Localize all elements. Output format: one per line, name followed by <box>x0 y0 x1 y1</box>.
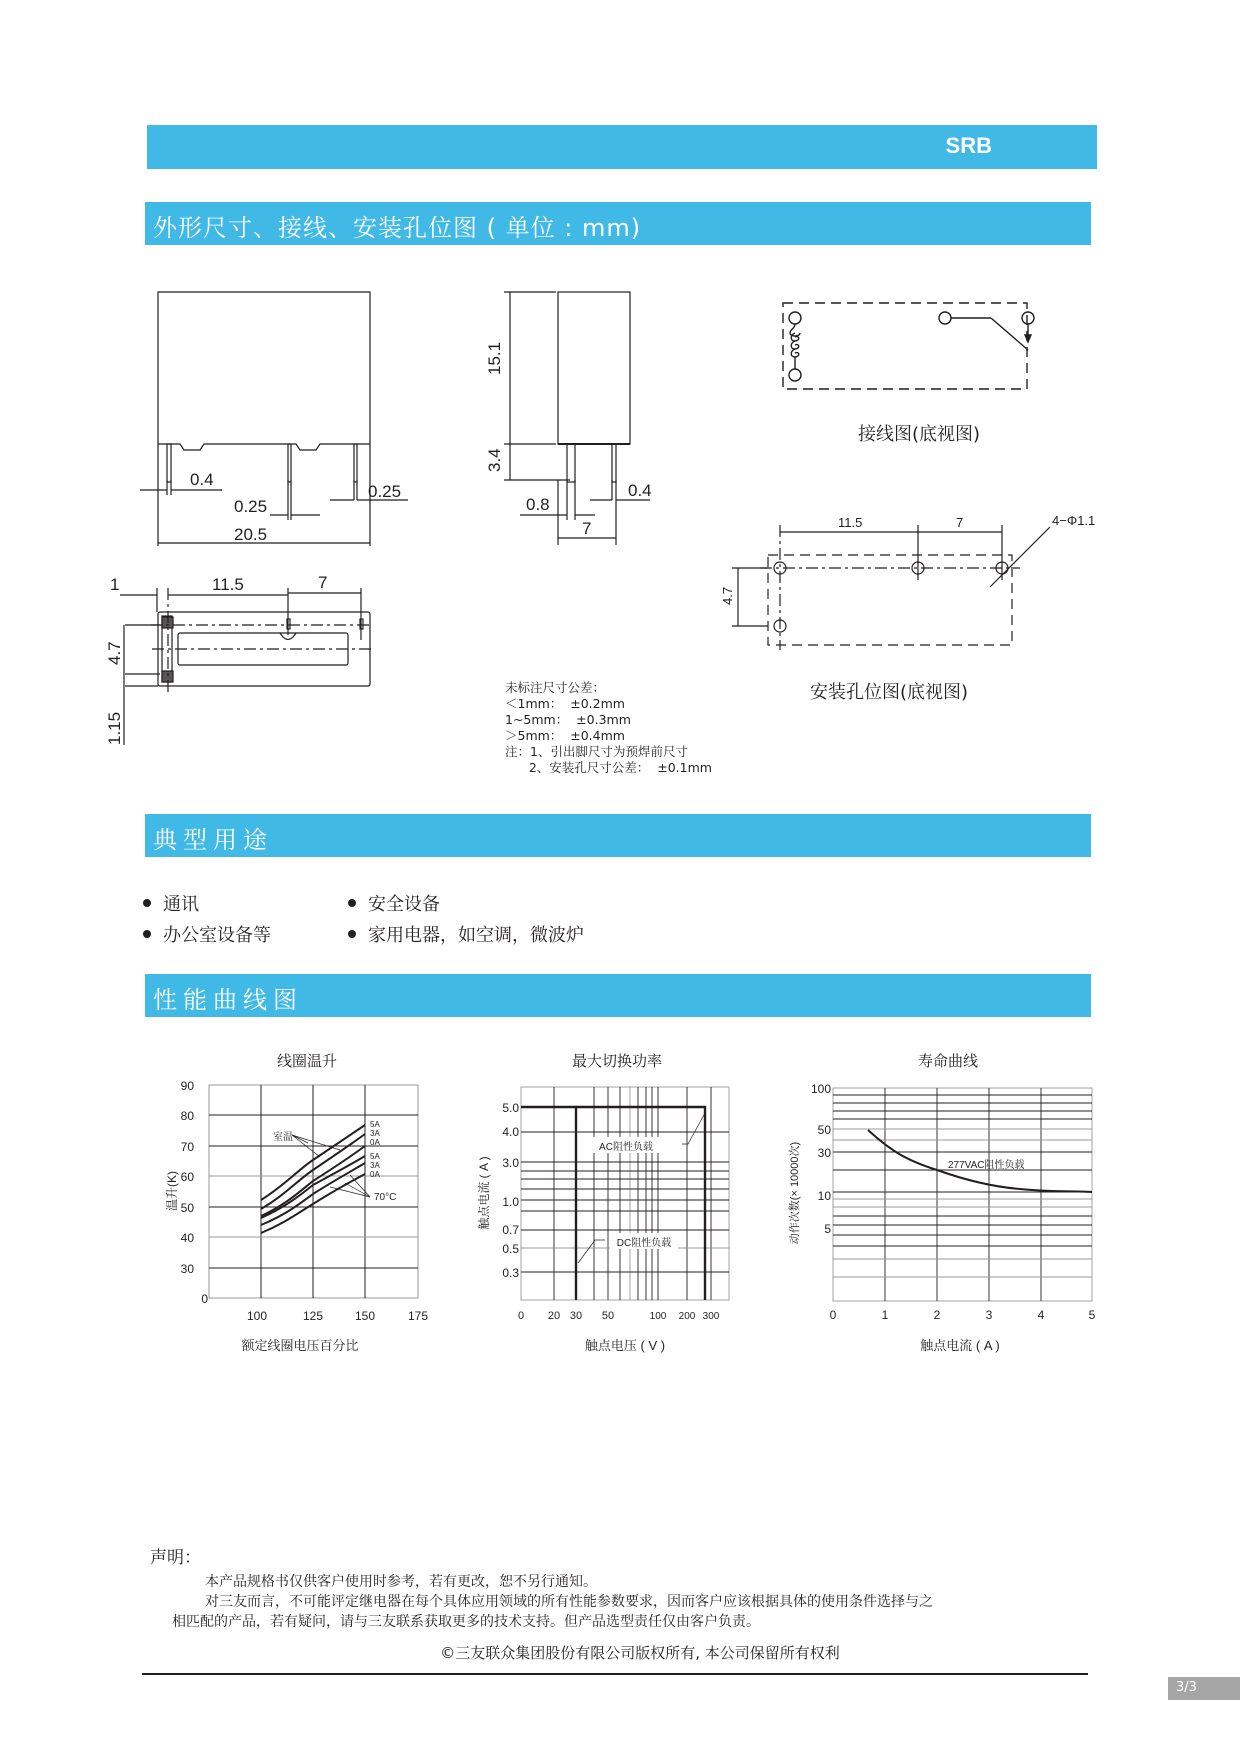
x-tick: 30 <box>569 1310 583 1322</box>
section-header-curves <box>145 974 1091 1017</box>
wiring-caption: 接线图(底视图) <box>858 424 981 445</box>
chart-switching-power <box>460 1075 740 1365</box>
footer-divider <box>142 1673 1088 1675</box>
section-title: 典型用途 <box>153 826 273 854</box>
dim-mount-holes: 4−Φ1.1 <box>1052 513 1096 528</box>
dim-pin-length: 3.4 <box>485 448 504 472</box>
annotation-277vac: 277VAC阻性负载 <box>948 1160 1025 1171</box>
list-item <box>348 921 584 947</box>
annotation-room-temp: 室温 <box>273 1132 293 1143</box>
wiring-diagram <box>770 295 1040 395</box>
y-axis-label: 触点电流 ( A ) <box>477 1156 491 1230</box>
y-tick: 10 <box>817 1189 831 1203</box>
x-tick: 50 <box>601 1310 615 1322</box>
section-title: 外形尺寸、接线、安装孔位图 ( 单位 : mm) <box>153 214 642 242</box>
x-tick: 0 <box>517 1310 525 1322</box>
x-tick: 5 <box>1088 1308 1096 1322</box>
chart-title: 线圈温升 <box>277 1052 338 1070</box>
dim-pin-thickness: 0.25 <box>234 497 268 516</box>
dim-pitch-a: 11.5 <box>212 575 244 594</box>
declaration-paragraph: 相匹配的产品，若有疑问，请与三友联系获取更多的技术支持。但产品选型责任仅由客户负责。 <box>172 1614 760 1630</box>
y-tick: 60 <box>180 1170 194 1184</box>
dim-mount-pitch-b: 7 <box>956 515 964 530</box>
tolerance-line: 1~5mm： ±0.3mm <box>505 712 631 727</box>
mounting-hole-diagram <box>720 505 1120 655</box>
y-tick: 5 <box>824 1222 831 1236</box>
tolerance-notes <box>505 680 712 776</box>
y-tick: 0.5 <box>502 1242 519 1256</box>
bullet-icon <box>348 899 356 907</box>
dim-length: 20.5 <box>234 525 268 544</box>
list-item <box>348 890 440 916</box>
y-tick: 0 <box>201 1292 208 1306</box>
y-tick: 70 <box>180 1140 194 1154</box>
annotation: 5A <box>370 1152 380 1161</box>
chart-coil-temperature <box>150 1075 450 1365</box>
list-item-label: 安全设备 <box>368 894 440 915</box>
y-tick: 30 <box>817 1146 831 1160</box>
dim-pin-thickness-2: 0.25 <box>368 482 402 501</box>
bullet-icon <box>143 899 151 907</box>
header-bar <box>147 125 1097 169</box>
x-tick: 4 <box>1037 1308 1045 1322</box>
x-tick: 175 <box>407 1309 429 1323</box>
y-tick: 5.0 <box>502 1101 519 1115</box>
annotation-ac-load: AC阻性负载 <box>599 1142 653 1153</box>
y-axis-label: 动作次数(× 10000次) <box>789 1141 801 1245</box>
dim-pitch-b: 7 <box>318 573 328 592</box>
y-tick: 4.0 <box>502 1125 519 1139</box>
dim-pin-b: 0.4 <box>628 481 652 500</box>
y-tick: 80 <box>180 1109 194 1123</box>
dim-height: 15.1 <box>485 341 504 375</box>
tolerance-line: ＞5mm： ±0.4mm <box>505 728 625 743</box>
list-item <box>143 921 271 947</box>
section-header-applications <box>145 814 1091 857</box>
dim-row: 4.7 <box>105 641 124 665</box>
side-view-drawing <box>480 280 680 550</box>
y-tick: 1.0 <box>502 1195 519 1209</box>
x-tick: 1 <box>881 1308 889 1322</box>
x-tick: 0 <box>829 1308 837 1322</box>
chart-title: 寿命曲线 <box>918 1052 979 1070</box>
mounting-caption: 安装孔位图(底视图) <box>810 682 969 703</box>
tolerance-line: ＜1mm： ±0.2mm <box>505 696 625 711</box>
page-number: 3/3 <box>1168 1677 1240 1700</box>
x-tick: 150 <box>354 1309 376 1323</box>
x-tick: 300 <box>702 1311 720 1322</box>
list-item-label: 家用电器，如空调，微波炉 <box>368 925 584 946</box>
x-tick: 20 <box>547 1310 561 1322</box>
tolerance-line: 注：1、引出脚尺寸为预焊前尺寸 <box>505 744 688 759</box>
bullet-icon <box>143 930 151 938</box>
x-axis-label: 触点电压 ( V ) <box>584 1338 666 1353</box>
copyright: ©三友联众集团股份有限公司版权所有, 本公司保留所有权利 <box>440 1644 840 1662</box>
dim-mount-pitch-a: 11.5 <box>838 515 863 530</box>
y-tick: 90 <box>180 1079 194 1093</box>
section-header-dimensions <box>145 202 1091 245</box>
chart-life-curve <box>780 1075 1110 1365</box>
list-item-label: 办公室设备等 <box>163 925 271 946</box>
x-tick: 200 <box>678 1311 696 1322</box>
x-tick: 100 <box>246 1309 268 1323</box>
y-tick: 3.0 <box>502 1156 519 1170</box>
dim-pin-width: 0.4 <box>190 470 214 489</box>
section-title: 性能曲线图 <box>153 986 303 1014</box>
bottom-view-drawing <box>100 560 400 760</box>
y-axis-label: 温升(K) <box>165 1171 179 1211</box>
x-tick: 125 <box>302 1309 324 1323</box>
y-tick: 40 <box>180 1231 194 1245</box>
annotation: 0A <box>370 1170 380 1179</box>
x-axis-label: 额定线圈电压百分比 <box>241 1338 359 1353</box>
annotation-70c: 70°C <box>374 1192 397 1203</box>
declaration-paragraph: 对三友而言，不可能评定继电器在每个具体应用领域的所有性能参数要求，因而客户应该根据具体的使用条件选择与之 <box>205 1594 933 1610</box>
dim-pitch: 7 <box>582 519 592 538</box>
front-view-drawing <box>130 280 450 550</box>
dim-edge: 1 <box>110 575 120 594</box>
declaration-paragraph: 本产品规格书仅供客户使用时参考，若有更改，恕不另行通知。 <box>205 1574 597 1590</box>
annotation: 0A <box>370 1138 380 1147</box>
bullet-icon <box>348 930 356 938</box>
annotation: 5A <box>370 1120 380 1129</box>
y-tick: 50 <box>180 1201 194 1215</box>
tolerance-line: 未标注尺寸公差： <box>505 680 606 695</box>
dim-offset: 1.15 <box>105 711 124 745</box>
y-tick: 50 <box>817 1123 831 1137</box>
model-name: SRB <box>945 133 992 158</box>
annotation: 3A <box>370 1129 380 1138</box>
annotation-dc-load: DC阻性负载 <box>616 1238 672 1249</box>
x-tick: 2 <box>933 1308 941 1322</box>
list-item-label: 通讯 <box>163 894 199 915</box>
x-axis-label: 触点电流 ( A ) <box>920 1338 1000 1353</box>
y-tick: 100 <box>810 1082 831 1096</box>
declaration-heading: 声明： <box>150 1548 201 1568</box>
list-item <box>143 890 199 916</box>
y-tick: 30 <box>180 1262 194 1276</box>
chart-title: 最大切换功率 <box>572 1052 663 1070</box>
dim-pin-a: 0.8 <box>526 495 550 514</box>
annotation: 3A <box>370 1161 380 1170</box>
y-tick: 0.7 <box>502 1223 519 1237</box>
x-tick: 100 <box>649 1311 667 1322</box>
declaration <box>150 1548 1110 1632</box>
tolerance-line: 2、安装孔尺寸公差： ±0.1mm <box>505 760 712 775</box>
x-tick: 3 <box>985 1308 993 1322</box>
y-tick: 0.3 <box>502 1266 519 1280</box>
dim-mount-row: 4.7 <box>720 586 735 605</box>
